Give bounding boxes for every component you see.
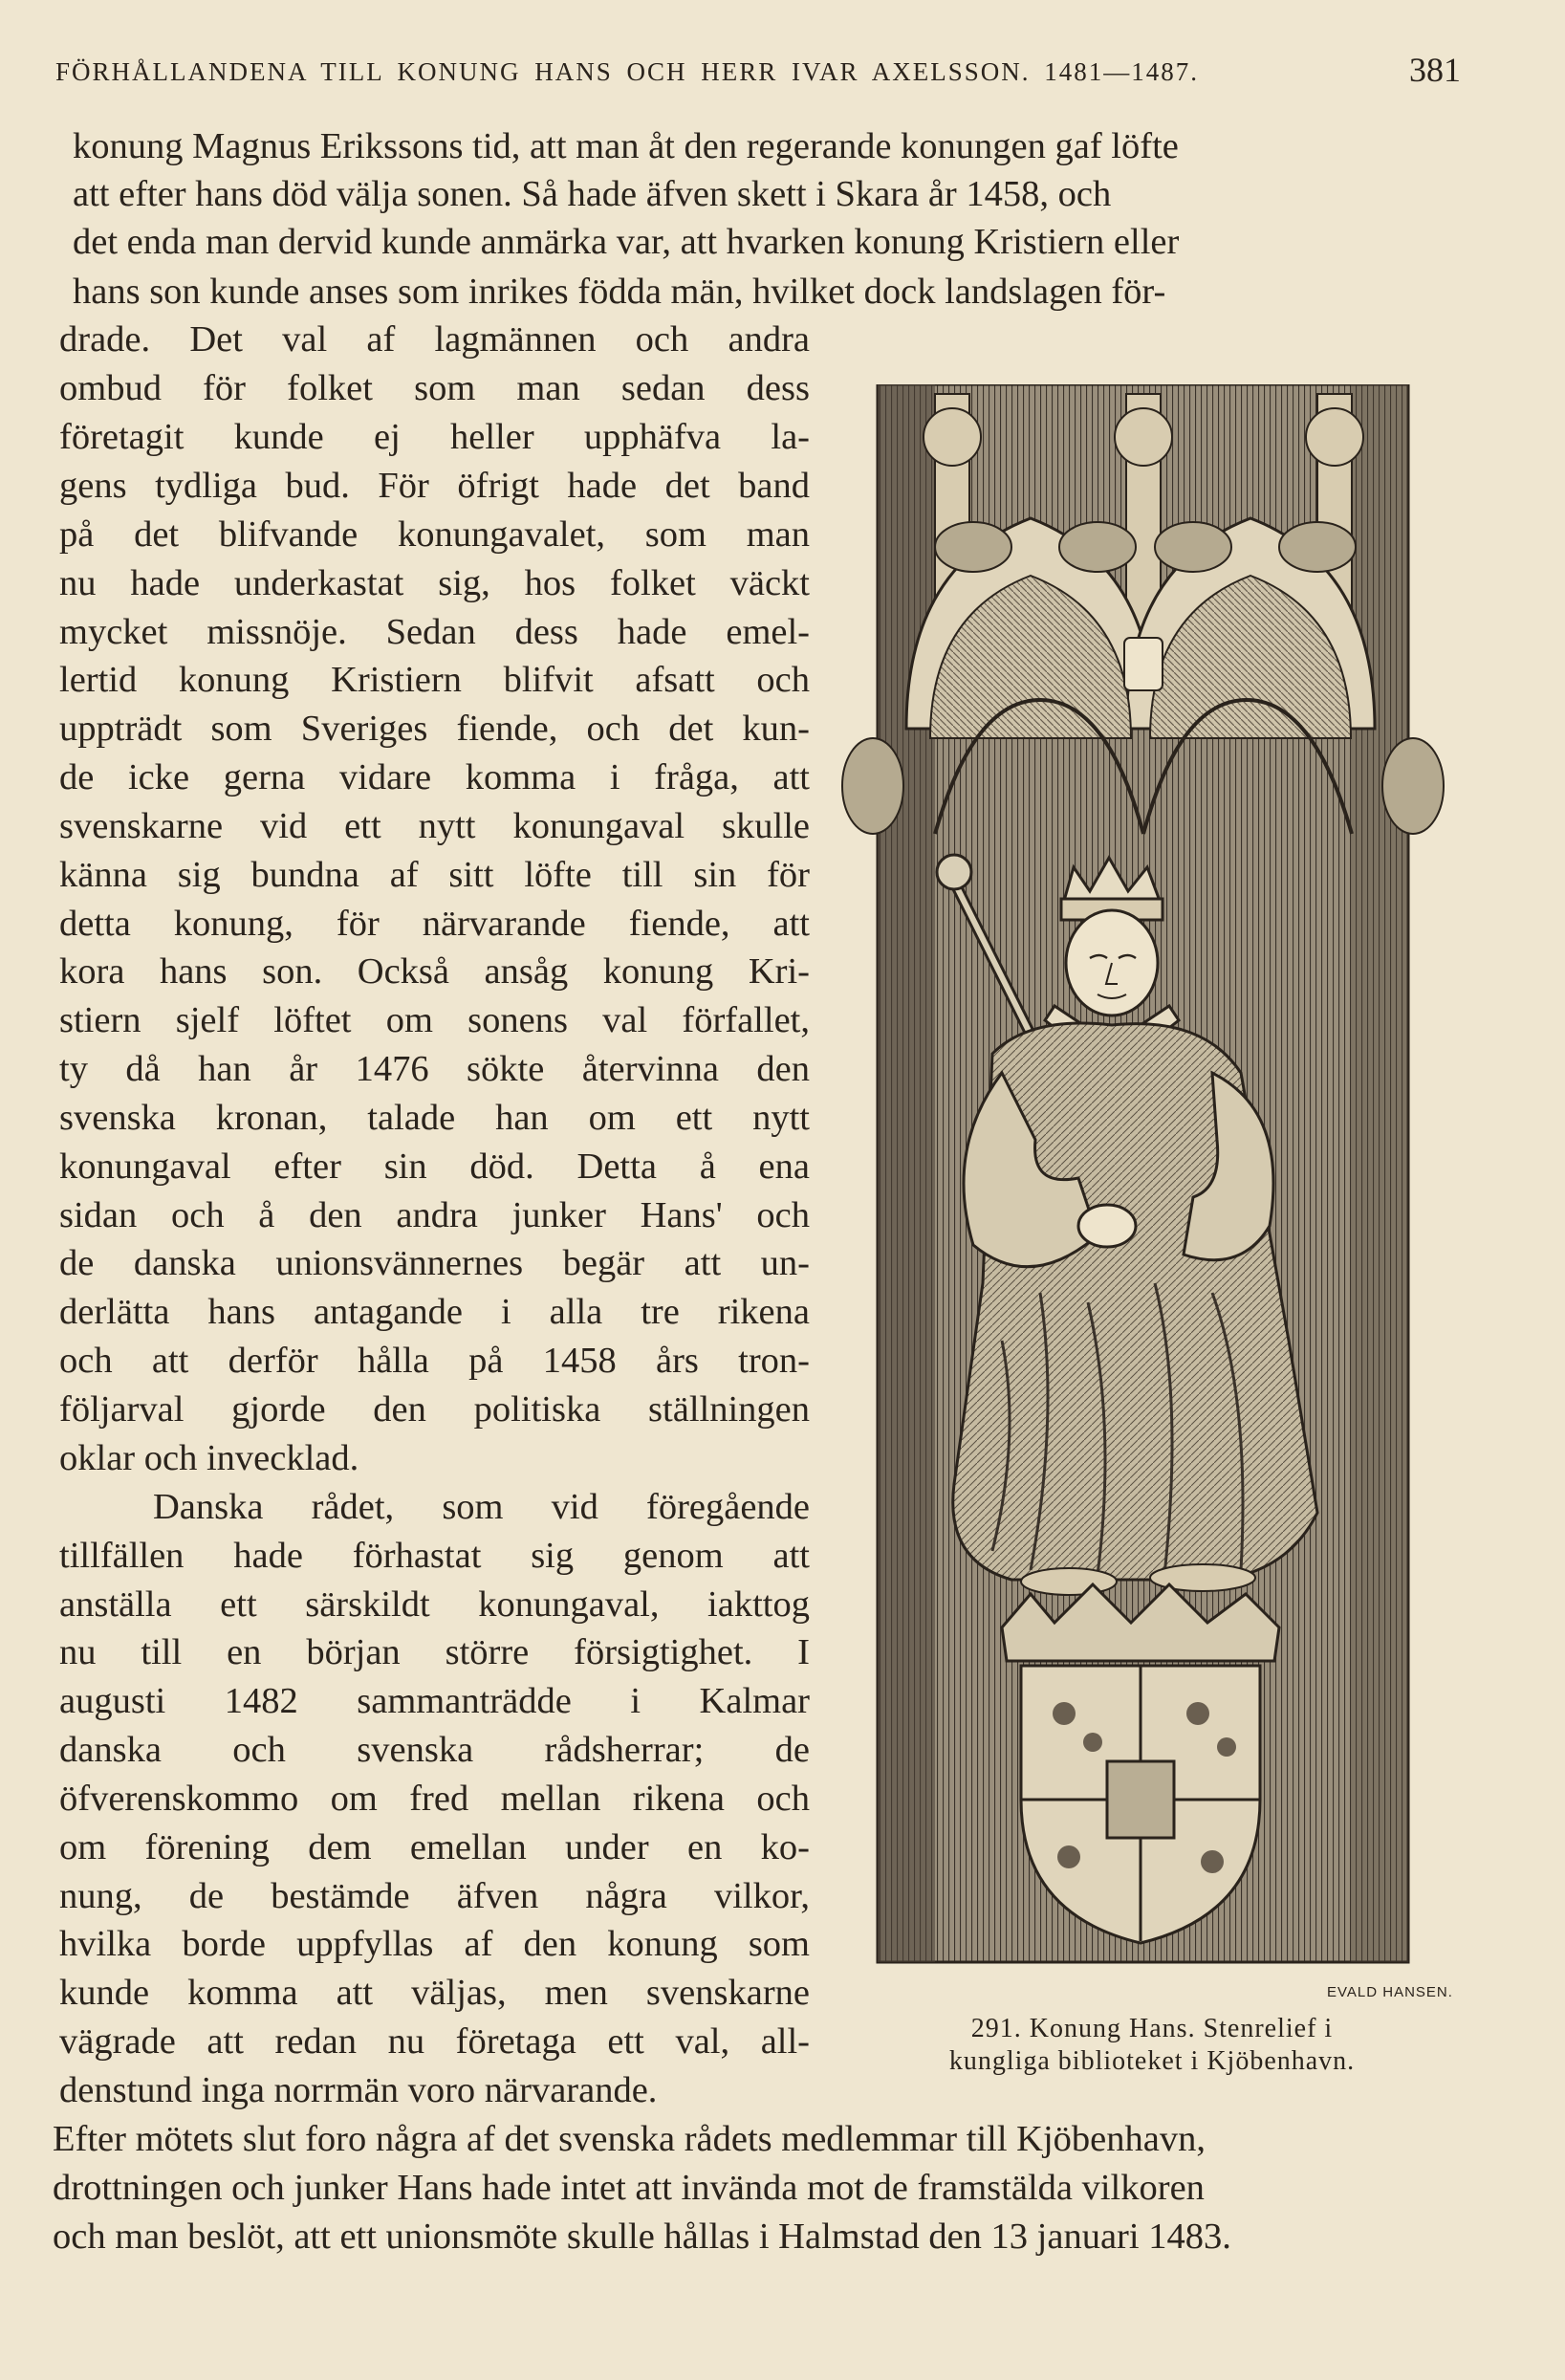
column-line: svenskarne vid ett nytt konungaval skulle xyxy=(59,806,810,846)
column-line: stiern sjelf löftet om sonens val förfallet, xyxy=(59,1000,810,1040)
column-line: nu till en början större försigtighet. I xyxy=(59,1632,810,1672)
column-line: sidan och å den andra junker Hans' och xyxy=(59,1195,810,1235)
body-line: hans son kunde anses som inrikes födda män, hvilket dock landslagen för- xyxy=(73,272,1166,312)
column-line: tillfällen hade förhastat sig genom att xyxy=(59,1536,810,1576)
body-line: Efter mötets slut foro några af det svenska rådets medlemmar till Kjöbenhavn, xyxy=(53,2119,1206,2159)
column-line: augusti 1482 sammanträdde i Kalmar xyxy=(59,1681,810,1721)
engraver-credit: EVALD HANSEN. xyxy=(1327,1984,1453,2000)
body-line: drottningen och junker Hans hade intet att invända mot de framstälda vilkoren xyxy=(53,2168,1205,2208)
body-line: konung Magnus Erikssons tid, att man åt den regerande konungen gaf löfte xyxy=(73,126,1179,166)
column-line: gens tydliga bud. För öfrigt hade det band xyxy=(59,466,810,506)
column-line: konungaval efter sin död. Detta å ena xyxy=(59,1146,810,1187)
column-line: detta konung, för närvarande fiende, att xyxy=(59,904,810,944)
column-line: anställa ett särskildt konungaval, iakttog xyxy=(59,1584,810,1625)
running-head-title: FÖRHÅLLANDENA TILL KONUNG HANS OCH HERR IVAR AXELSSON. 1481—1487. xyxy=(55,57,1200,86)
column-line: nung, de bestämde äfven några vilkor, xyxy=(59,1876,810,1916)
column-line: om förening dem emellan under en ko- xyxy=(59,1827,810,1867)
body-line: det enda man dervid kunde anmärka var, att hvarken konung Kristiern eller xyxy=(73,222,1180,262)
column-line: företagit kunde ej heller upphäfva la- xyxy=(59,417,810,457)
column-line: uppträdt som Sveriges fiende, och det kun- xyxy=(59,709,810,749)
column-line: på det blifvande konungavalet, som man xyxy=(59,514,810,555)
column-line: nu hade underkastat sig, hos folket väckt xyxy=(59,563,810,603)
column-line: vägrade att redan nu företaga ett val, all- xyxy=(59,2021,810,2062)
page-number: 381 xyxy=(1409,51,1461,89)
body-line: att efter hans död välja sonen. Så hade äfven skett i Skara år 1458, och xyxy=(73,174,1112,214)
column-line: och att derför hålla på 1458 års tron- xyxy=(59,1341,810,1381)
column-line: derlätta hans antagande i alla tre rikena xyxy=(59,1292,810,1332)
column-line: öfverenskommo om fred mellan rikena och xyxy=(59,1779,810,1819)
paragraph-first-line: Danska rådet, som vid föregående xyxy=(153,1487,810,1527)
column-line: danska och svenska rådsherrar; de xyxy=(59,1730,810,1770)
column-line: drade. Det val af lagmännen och andra xyxy=(59,319,810,360)
column-line: mycket missnöje. Sedan dess hade emel- xyxy=(59,612,810,652)
running-head xyxy=(55,50,1461,98)
column-line: denstund inga norrmän voro närvarande. xyxy=(59,2070,658,2110)
caption-line: 291. Konung Hans. Stenrelief i xyxy=(970,2014,1334,2043)
column-line: kora hans son. Också ansåg konung Kri- xyxy=(59,951,810,992)
column-line: kunde komma att väljas, men svenskarne xyxy=(59,1973,810,2013)
caption-line: kungliga biblioteket i Kjöbenhavn. xyxy=(948,2046,1356,2076)
column-line: lertid konung Kristiern blifvit afsatt och xyxy=(59,660,810,700)
column-line: känna sig bundna af sitt löfte till sin för xyxy=(59,855,810,895)
column-line: de danska unionsvännernes begär att un- xyxy=(59,1243,810,1283)
column-line: ombud för folket som man sedan dess xyxy=(59,368,810,408)
column-line: hvilka borde uppfyllas af den konung som xyxy=(59,1924,810,1964)
column-line: följarval gjorde den politiska ställningen xyxy=(59,1389,810,1430)
column-line: svenska kronan, talade han om ett nytt xyxy=(59,1098,810,1138)
figure-caption xyxy=(908,2013,1396,2078)
stone-relief-illustration xyxy=(839,384,1446,1972)
column-line: ty då han år 1476 sökte återvinna den xyxy=(59,1049,810,1089)
column-line: oklar och invecklad. xyxy=(59,1438,359,1478)
column-line: de icke gerna vidare komma i fråga, att xyxy=(59,757,810,797)
body-line: och man beslöt, att ett unionsmöte skulle hållas i Halmstad den 13 januari 1483. xyxy=(53,2216,1231,2257)
